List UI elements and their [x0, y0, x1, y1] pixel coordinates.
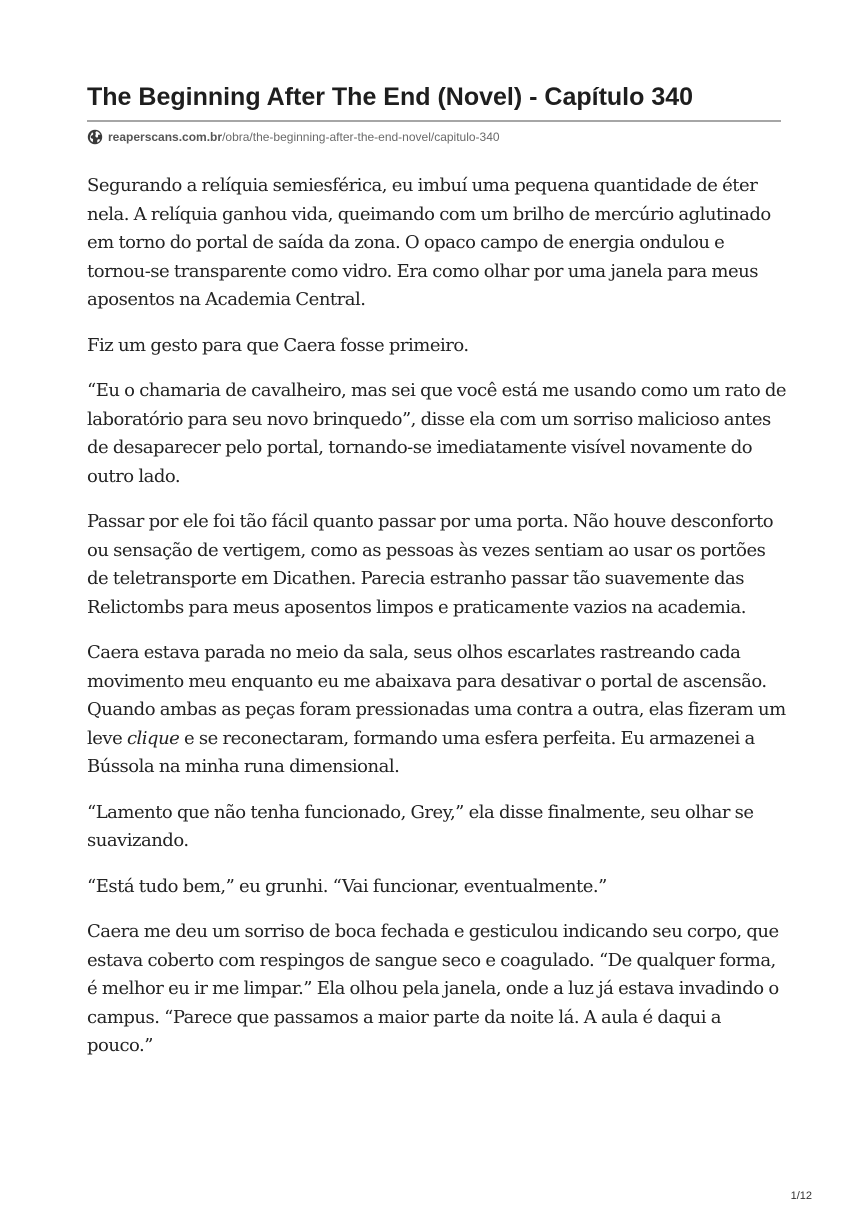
title-divider	[87, 120, 781, 122]
paragraph-7: “Está tudo bem,” eu grunhi. “Vai funcionar, eventualmente.”	[87, 875, 607, 897]
paragraph-6: “Lamento que não tenha funcionado, Grey,” ela disse finalmente, seu olhar se suavizando.	[87, 801, 754, 851]
paragraph-4: Passar por ele foi tão fácil quanto passar por uma porta. Não houve desconforto ou sensação de vertigem, como as pessoas às vezes sentiam ao usar os portões de teletransporte em Dicathen. Parecia estranho passar tão suavemente das Relictombs para meus aposentos limpos e praticamente vazios na academia.	[87, 511, 774, 618]
source-domain[interactable]: reaperscans.com.br	[108, 130, 223, 144]
paragraph-5-start: Caera estava parada no meio da sala, seus olhos escarlates rastreando cada movimento meu enquanto eu me abaixava para desativar o portal de ascensão. Quando ambas as peças foram pressionadas uma contra a outra, elas fizeram um leve	[87, 642, 786, 749]
paragraph-8: Caera me deu um sorriso de boca fechada e gesticulou indicando seu corpo, que estava coberto com respingos de sangue seco e coagulado. “De qualquer forma, é melhor eu ir me limpar.” Ela olhou pela janela, onde a luz já estava invadindo o campus. “Parece que passamos a maior parte da noite lá. A aula é daqui a pouco.”	[87, 921, 779, 1056]
globe-icon	[87, 129, 103, 145]
paragraph-2: Fiz um gesto para que Caera fosse primeiro.	[87, 334, 469, 356]
source-link[interactable]	[87, 127, 500, 147]
emphasis-word: clique	[126, 727, 180, 749]
source-path[interactable]: /obra/the-beginning-after-the-end-novel/capitulo-340	[222, 130, 500, 144]
paragraph-3: “Eu o chamaria de cavalheiro, mas sei que você está me usando como um rato de laboratório para seu novo brinquedo”, disse ela com um sorriso malicioso antes de desaparecer pelo portal, tornando-se imediatamente visível novamente do outro lado.	[87, 380, 787, 487]
page-title: The Beginning After The End (Novel) - Capítulo 340	[87, 83, 694, 111]
paragraph-1: Segurando a relíquia semiesférica, eu imbuí uma pequena quantidade de éter nela. A relíquia ganhou vida, queimando com um brilho de mercúrio aglutinado em torno do portal de saída da zona. O opaco campo de energia ondulou e tornou-se transparente como vidro. Era como olhar por uma janela para meus aposentos na Academia Central.	[87, 175, 771, 310]
page-number: 1/12	[790, 1190, 812, 1202]
paragraph-5	[87, 639, 787, 782]
paragraph-5-end: e se reconectaram, formando uma esfera perfeita. Eu armazenei a Bússola na minha runa dimensional.	[87, 727, 755, 777]
chapter-content	[87, 172, 787, 1078]
